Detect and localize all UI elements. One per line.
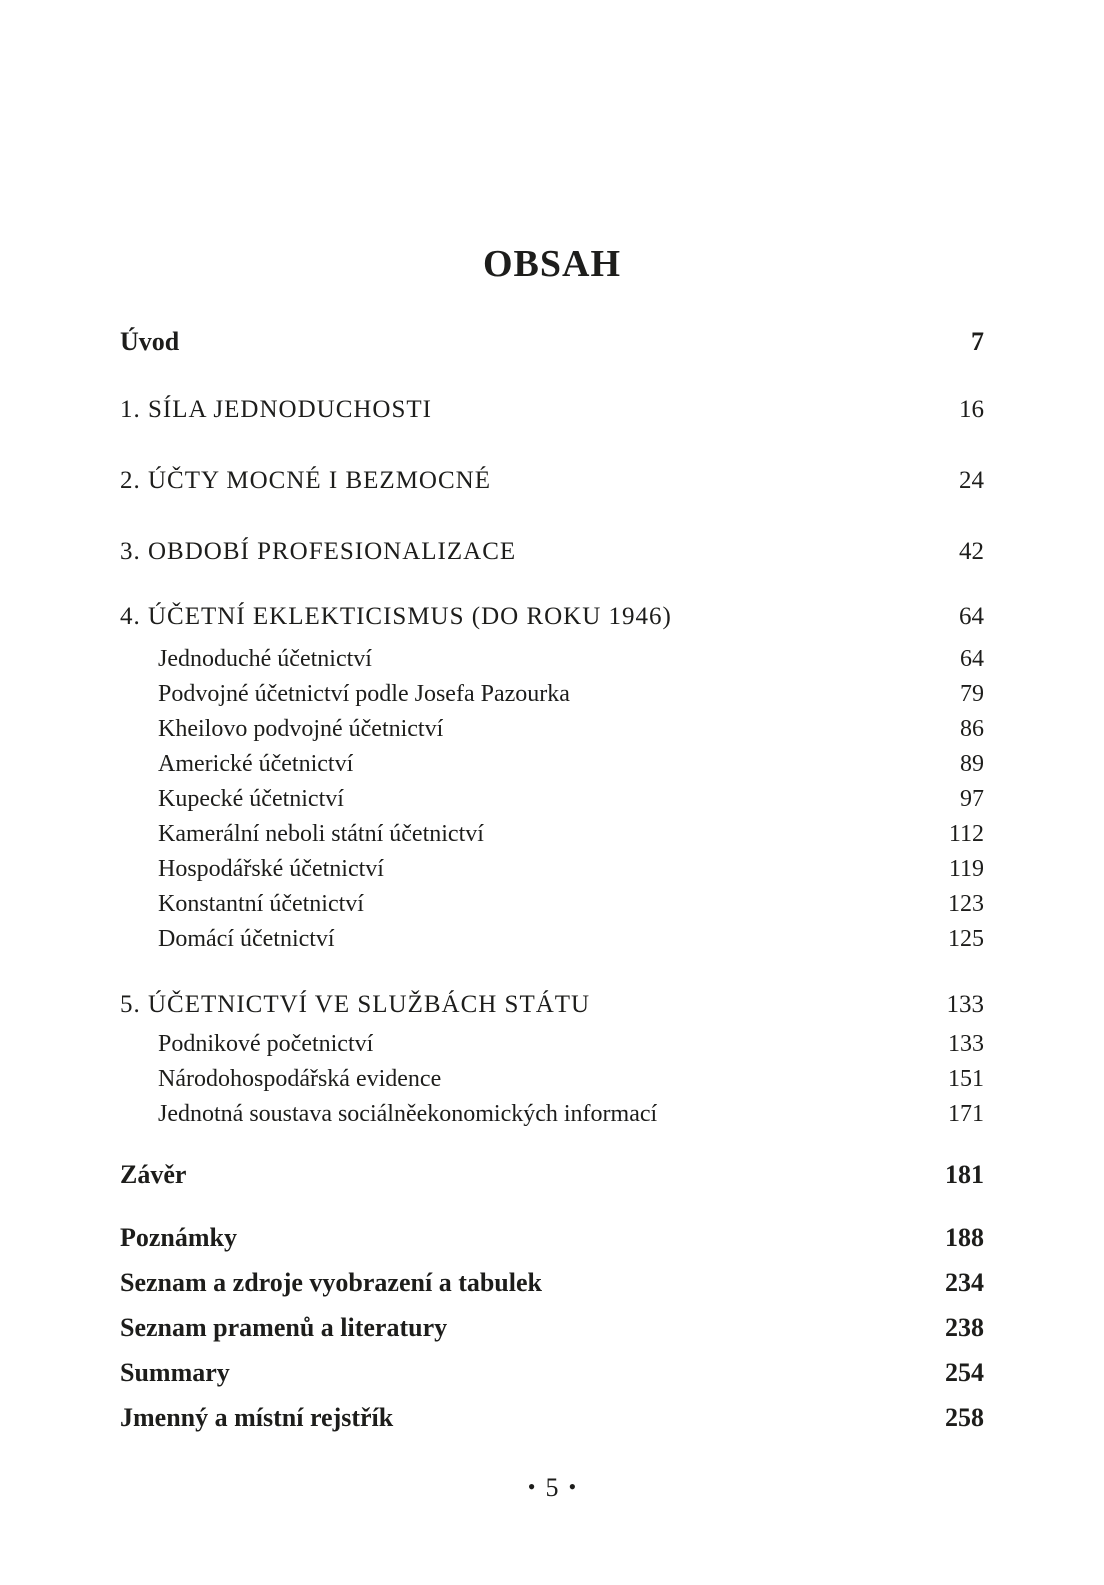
footer-ornament-right: • bbox=[568, 1474, 577, 1499]
toc-entry-page: 119 bbox=[948, 856, 984, 882]
toc-entry-page: 151 bbox=[948, 1066, 984, 1092]
toc-entry-page: 64 bbox=[960, 646, 984, 672]
toc-entry-label: Poznámky bbox=[120, 1223, 237, 1252]
toc-entry-page: 86 bbox=[960, 716, 984, 742]
toc-entry-page: 112 bbox=[948, 821, 984, 847]
toc-entry-label: 3. OBDOBÍ PROFESIONALIZACE bbox=[120, 538, 517, 565]
toc-entry bbox=[120, 887, 984, 922]
page-title: OBSAH bbox=[482, 243, 622, 285]
toc-entry bbox=[120, 1310, 984, 1346]
toc-entry-page: 24 bbox=[959, 467, 984, 494]
table-of-contents bbox=[120, 324, 984, 1436]
toc-entry bbox=[120, 677, 984, 712]
toc-entry-label: Summary bbox=[120, 1358, 230, 1387]
toc-entry-label: Jmenný a místní rejstřík bbox=[120, 1403, 394, 1432]
toc-entry-label: Hospodářské účetnictví bbox=[158, 856, 384, 882]
toc-entry-page: 42 bbox=[959, 538, 984, 565]
toc-entry bbox=[120, 1355, 984, 1391]
toc-entry bbox=[120, 1400, 984, 1436]
toc-entry bbox=[120, 1062, 984, 1097]
toc-entry-page: 89 bbox=[960, 751, 984, 777]
toc-entry-label: Konstantní účetnictví bbox=[158, 891, 364, 917]
toc-entry-label: Kupecké účetnictví bbox=[158, 786, 344, 812]
toc-entry-label: Závěr bbox=[120, 1160, 187, 1189]
toc-entry-page: 238 bbox=[945, 1313, 984, 1342]
toc-entry-label: 4. ÚČETNÍ EKLEKTICISMUS (DO ROKU 1946) bbox=[120, 603, 672, 630]
toc-entry bbox=[120, 1027, 984, 1062]
toc-entry-page: 123 bbox=[948, 891, 984, 917]
toc-entry bbox=[120, 712, 984, 747]
toc-entry-label: Kamerální neboli státní účetnictví bbox=[158, 821, 484, 847]
toc-entry bbox=[120, 922, 984, 957]
toc-entry bbox=[120, 782, 984, 817]
toc-entry-label: 2. ÚČTY MOCNÉ I BEZMOCNÉ bbox=[120, 467, 491, 494]
toc-entry bbox=[120, 599, 984, 635]
toc-entry bbox=[120, 463, 984, 499]
toc-entry-label: Národohospodářská evidence bbox=[158, 1066, 442, 1092]
toc-entry-label: Domácí účetnictví bbox=[158, 926, 335, 952]
toc-entry-page: 133 bbox=[948, 1031, 984, 1057]
toc-entry-label: Úvod bbox=[120, 327, 180, 356]
toc-entry-label: Podvojné účetnictví podle Josefa Pazourka bbox=[158, 681, 570, 707]
toc-entry bbox=[120, 817, 984, 852]
toc-entry-page: 258 bbox=[945, 1403, 984, 1432]
toc-entry-label: 5. ÚČETNICTVÍ VE SLUŽBÁCH STÁTU bbox=[120, 991, 591, 1018]
toc-entry-page: 125 bbox=[948, 926, 984, 952]
toc-entry-page: 254 bbox=[945, 1358, 984, 1387]
toc-entry-label: Americké účetnictví bbox=[158, 751, 354, 777]
toc-entry bbox=[120, 534, 984, 570]
toc-entry bbox=[120, 1220, 984, 1256]
toc-entry bbox=[120, 1265, 984, 1301]
toc-entry bbox=[120, 747, 984, 782]
toc-entry-page: 181 bbox=[945, 1160, 984, 1189]
toc-entry-label: Seznam a zdroje vyobrazení a tabulek bbox=[120, 1268, 542, 1297]
toc-entry-page: 79 bbox=[960, 681, 984, 707]
toc-entry-label: 1. SÍLA JEDNODUCHOSTI bbox=[120, 396, 432, 423]
toc-entry-page: 97 bbox=[960, 786, 984, 812]
footer-ornament-left: • bbox=[527, 1474, 536, 1499]
toc-entry bbox=[120, 987, 984, 1023]
toc-entry bbox=[120, 642, 984, 677]
toc-entry-label: Podnikové početnictví bbox=[158, 1031, 374, 1057]
toc-entry-label: Kheilovo podvojné účetnictví bbox=[158, 716, 444, 742]
page-footer bbox=[120, 1472, 984, 1503]
toc-entry-page: 188 bbox=[945, 1223, 984, 1252]
folio-page-number: 5 bbox=[545, 1473, 559, 1502]
toc-entry bbox=[120, 392, 984, 428]
toc-entry-page: 234 bbox=[945, 1268, 984, 1297]
toc-entry-page: 7 bbox=[971, 327, 984, 356]
toc-entry-page: 64 bbox=[959, 603, 984, 630]
toc-entry-label: Jednotná soustava sociálněekonomických informací bbox=[158, 1101, 658, 1127]
toc-entry-page: 133 bbox=[946, 991, 984, 1018]
toc-entry-page: 16 bbox=[959, 396, 984, 423]
toc-entry bbox=[120, 1157, 984, 1193]
toc-entry-label: Seznam pramenů a literatury bbox=[120, 1313, 448, 1342]
toc-entry bbox=[120, 1097, 984, 1132]
toc-entry-label: Jednoduché účetnictví bbox=[158, 646, 372, 672]
toc-entry bbox=[120, 852, 984, 887]
toc-entry-page: 171 bbox=[948, 1101, 984, 1127]
toc-entry bbox=[120, 324, 984, 360]
